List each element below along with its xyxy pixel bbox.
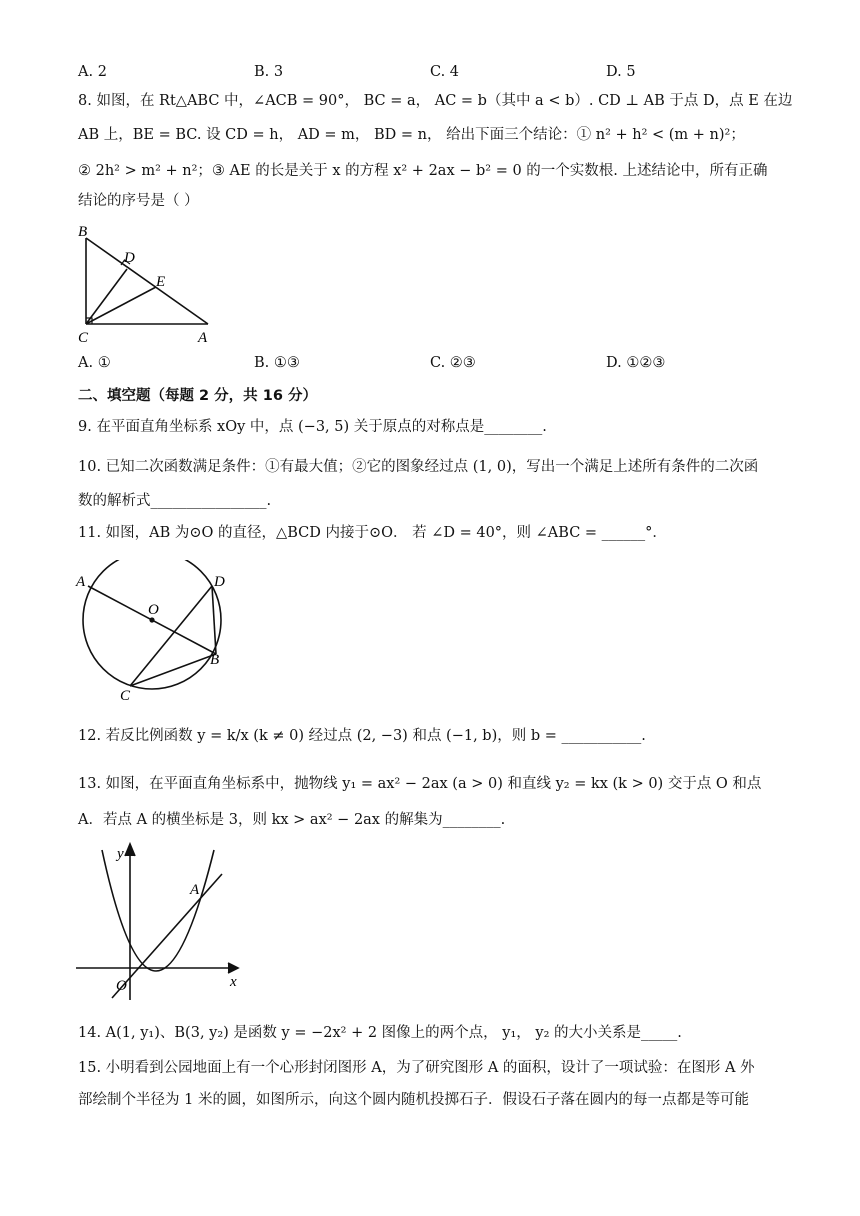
- q10-line-2: 数的解析式________________.: [78, 493, 272, 509]
- q8-label-c: C: [78, 330, 89, 346]
- q11-center-dot: [149, 617, 154, 622]
- section-heading: 二、填空题（每题 2 分，共 16 分）: [78, 388, 317, 404]
- q8-line-2: AB 上，BE = BC. 设 CD = h， AD = m， BD = n， 给出下面三个结论：① n² + h² < (m + n)²；: [78, 127, 745, 143]
- q8-label-e: E: [156, 274, 166, 290]
- q13-label-o: O: [116, 978, 127, 994]
- q7-option-c: C. 4: [430, 64, 460, 80]
- q8-options: [78, 355, 798, 377]
- q8-line-1: 8. 如图，在 Rt△ABC 中，∠ACB = 90°， BC = a， AC = b（其中 a < b）. CD ⊥ AB 于点 D，点 E 在边: [78, 93, 793, 109]
- q8-line-4: 结论的序号是（ ）: [78, 193, 199, 209]
- q10-line-1: 10. 已知二次函数满足条件：①有最大值；②它的图象经过点 (1, 0)，写出一个满足上述所有条件的二次函: [78, 459, 759, 475]
- q9-text: 9. 在平面直角坐标系 xOy 中，点 (−3, 5) 关于原点的对称点是________.: [78, 419, 547, 435]
- q7-option-b: B. 3: [254, 64, 284, 80]
- q8-option-b: B. ①③: [254, 355, 300, 371]
- q12-text: 12. 若反比例函数 y = k/x (k ≠ 0) 经过点 (2, −3) 和点 (−1, b)，则 b = ___________.: [78, 728, 646, 744]
- q11-label-o: O: [148, 602, 159, 618]
- q11-text: 11. 如图，AB 为⊙O 的直径，△BCD 内接于⊙O． 若 ∠D = 40°，则 ∠ABC = ______°．: [78, 525, 667, 541]
- q11-label-b: B: [210, 652, 220, 668]
- q13-label-a: A: [190, 882, 200, 898]
- q8-option-d: D. ①②③: [606, 355, 666, 371]
- q13-line-1: 13. 如图，在平面直角坐标系中，抛物线 y₁ = ax² − 2ax (a > 0) 和直线 y₂ = kx (k > 0) 交于点 O 和点: [78, 776, 762, 792]
- q8-label-b: B: [78, 224, 88, 240]
- q8-option-a: A. ①: [78, 355, 111, 371]
- q8-triangle-figure: [70, 220, 220, 348]
- q7-option-a: A. 2: [78, 64, 107, 80]
- q13-graph-figure: [70, 840, 250, 1005]
- q8-label-d: D: [124, 250, 135, 266]
- q8-line-3: ② 2h² > m² + n²；③ AE 的长是关于 x 的方程 x² + 2ax − b² = 0 的一个实数根. 上述结论中，所有正确: [78, 163, 768, 179]
- q13-label-x: x: [230, 974, 237, 990]
- q7-option-d: D. 5: [606, 64, 636, 80]
- q14-text: 14. A(1, y₁)、B(3, y₂) 是函数 y = −2x² + 2 图像上的两个点， y₁， y₂ 的大小关系是_____.: [78, 1025, 682, 1041]
- q15-line-1: 15. 小明看到公园地面上有一个心形封闭图形 A，为了研究图形 A 的面积，设计了一项试验：在图形 A 外: [78, 1060, 755, 1076]
- q11-label-c: C: [120, 688, 131, 704]
- q11-label-d: D: [214, 574, 225, 590]
- q13-label-y: y: [117, 846, 124, 862]
- q11-label-a: A: [76, 574, 86, 590]
- q13-line-2: A．若点 A 的横坐标是 3，则 kx > ax² − 2ax 的解集为________.: [78, 812, 506, 828]
- q15-line-2: 部绘制个半径为 1 米的圆，如图所示，向这个圆内随机投掷石子．假设石子落在圆内的每一点都是等可能: [78, 1092, 749, 1108]
- q7-options: [78, 64, 798, 86]
- q8-option-c: C. ②③: [430, 355, 476, 371]
- q11-circle-figure: [70, 560, 240, 710]
- q8-label-a: A: [198, 330, 208, 346]
